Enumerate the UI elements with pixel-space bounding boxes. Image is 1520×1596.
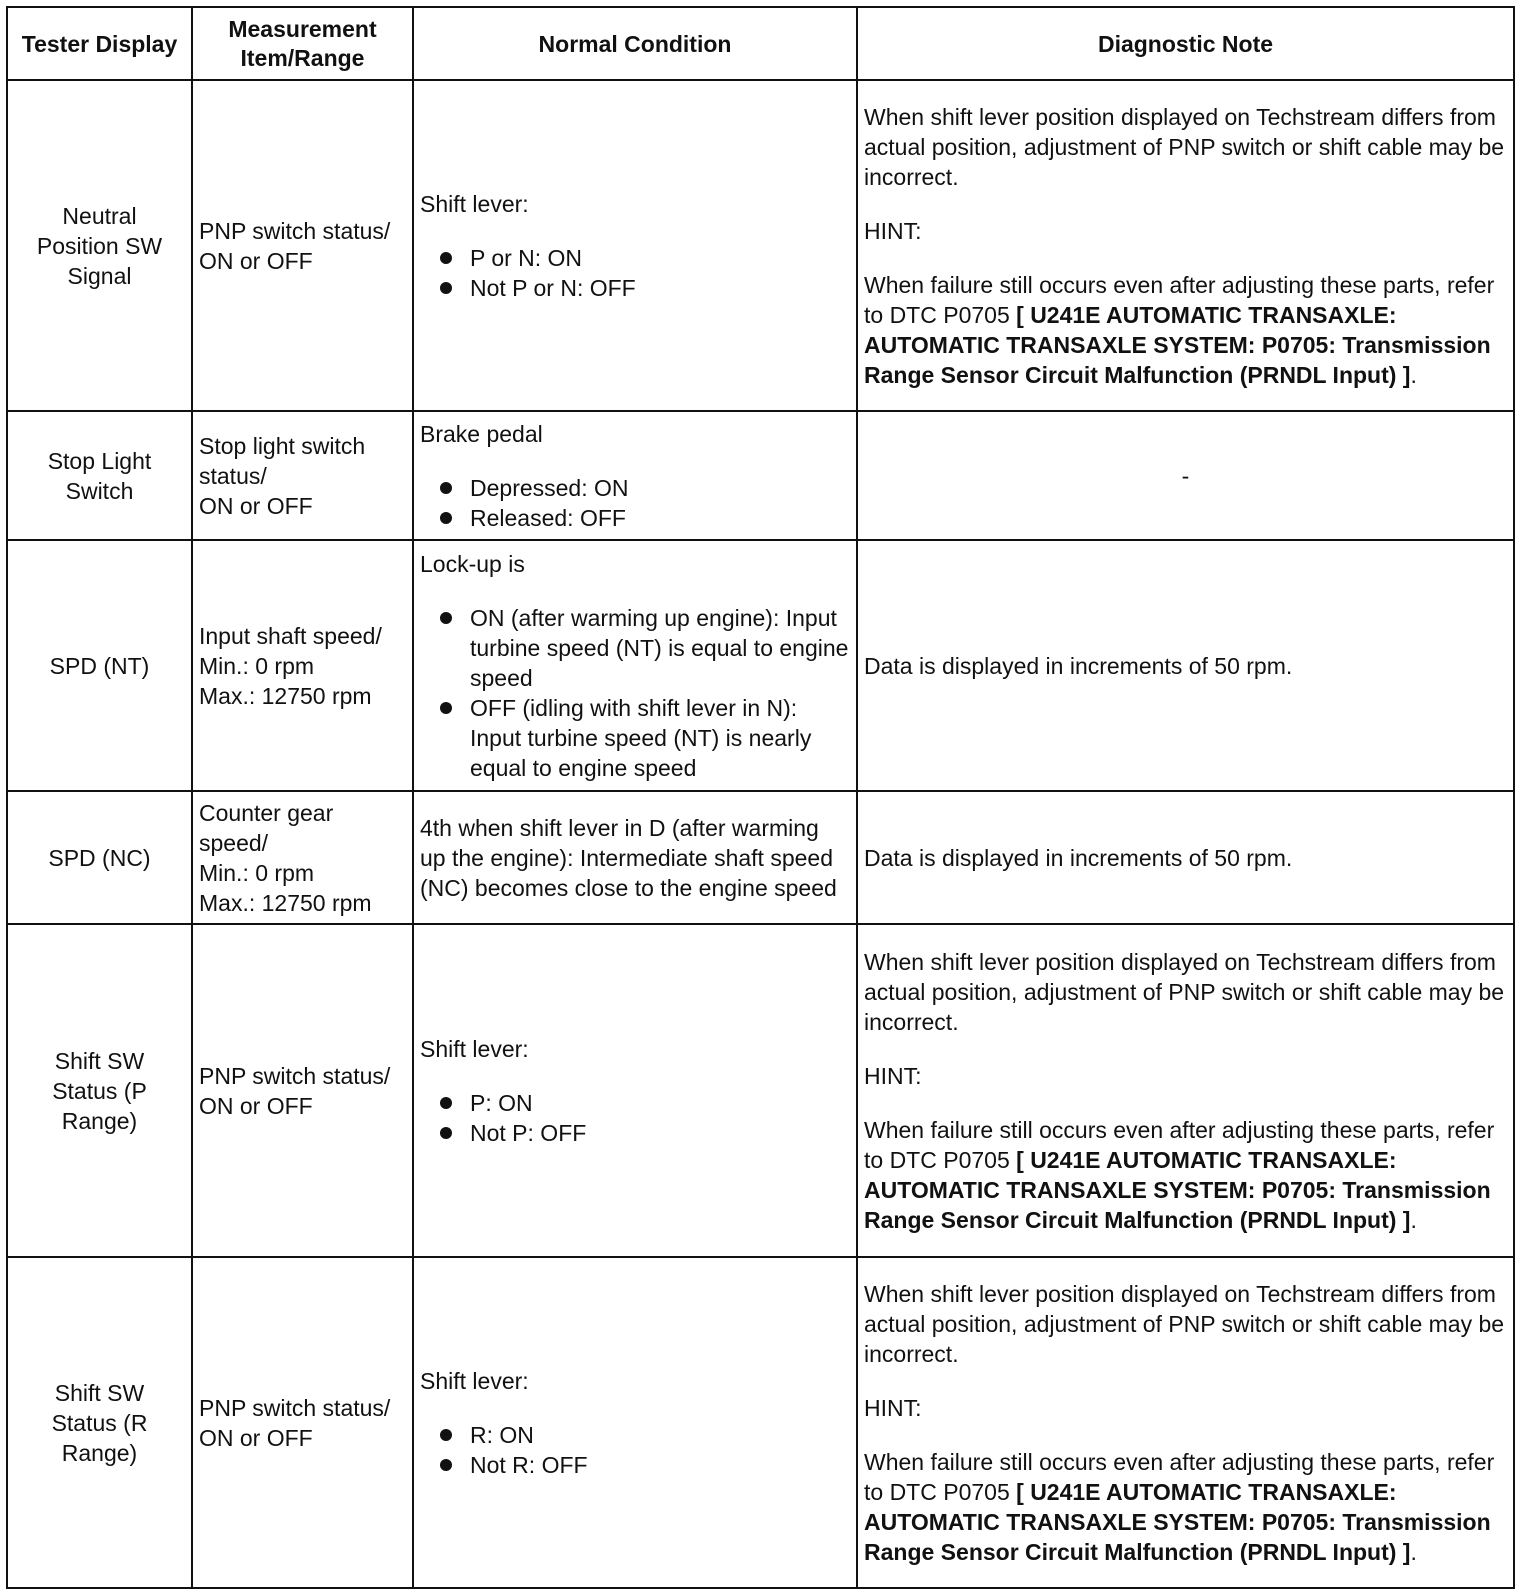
tester-display-cell: Stop Light Switch: [7, 411, 192, 540]
condition-list: [420, 1088, 850, 1148]
table-row: [7, 540, 1514, 791]
header-tester-display: Tester Display: [7, 7, 192, 80]
condition-item: Not P: OFF: [470, 1118, 850, 1148]
condition-item: P or N: ON: [470, 243, 850, 273]
diagnostic-note-cell: [857, 80, 1514, 411]
normal-lead: Shift lever:: [420, 191, 529, 217]
normal-lead: Lock-up is: [420, 551, 525, 577]
dtc-reference-link[interactable]: [ U241E AUTOMATIC TRANSAXLE: AUTOMATIC TRANSAXLE SYSTEM: P0705: Transmission Range Sensor Circuit Malfunction (PRNDL Input) ]: [864, 1479, 1491, 1565]
tester-display-cell: Shift SW Status (R Range): [7, 1257, 192, 1588]
measurement-cell: PNP switch status/ ON or OFF: [192, 1257, 413, 1588]
table-row: [7, 1257, 1514, 1588]
normal-condition-cell: [413, 924, 857, 1257]
condition-list: [420, 1420, 850, 1480]
normal-condition-cell: [413, 1257, 857, 1588]
diagnostic-note-cell: Data is displayed in increments of 50 rpm.: [857, 791, 1514, 924]
note-paragraph: When shift lever position displayed on Techstream differs from actual position, adjustment of PNP switch or shift cable may be incorrect.: [864, 104, 1505, 190]
note-paragraph: When failure still occurs even after adjusting these parts, refer to DTC P0705 [ U241E AUTOMATIC TRANSAXLE: AUTOMATIC TRANSAXLE SYSTEM: P0705: Transmission Range Sensor Circuit Malfunction (PRNDL Input) ].: [864, 1449, 1495, 1565]
note-paragraph: When shift lever position displayed on Techstream differs from actual position, adjustment of PNP switch or shift cable may be incorrect.: [864, 949, 1505, 1035]
normal-condition-cell: [413, 80, 857, 411]
measurement-cell: PNP switch status/ ON or OFF: [192, 80, 413, 411]
header-normal-condition: Normal Condition: [413, 7, 857, 80]
dtc-reference-link[interactable]: [ U241E AUTOMATIC TRANSAXLE: AUTOMATIC TRANSAXLE SYSTEM: P0705: Transmission Range Sensor Circuit Malfunction (PRNDL Input) ]: [864, 302, 1491, 388]
measurement-cell: Counter gear speed/ Min.: 0 rpm Max.: 12750 rpm: [192, 791, 413, 924]
note-paragraph: When failure still occurs even after adjusting these parts, refer to DTC P0705 [ U241E AUTOMATIC TRANSAXLE: AUTOMATIC TRANSAXLE SYSTEM: P0705: Transmission Range Sensor Circuit Malfunction (PRNDL Input) ].: [864, 272, 1495, 388]
table-row: [7, 411, 1514, 540]
condition-list: [420, 243, 850, 303]
condition-item: Not R: OFF: [470, 1450, 850, 1480]
diagnostic-note-cell: [857, 1257, 1514, 1588]
diagnostic-note-cell: [857, 924, 1514, 1257]
note-paragraph: When failure still occurs even after adjusting these parts, refer to DTC P0705 [ U241E AUTOMATIC TRANSAXLE: AUTOMATIC TRANSAXLE SYSTEM: P0705: Transmission Range Sensor Circuit Malfunction (PRNDL Input) ].: [864, 1117, 1495, 1233]
diagnostic-data-table: [6, 6, 1515, 1589]
normal-lead: Shift lever:: [420, 1036, 529, 1062]
measurement-cell: PNP switch status/ ON or OFF: [192, 924, 413, 1257]
diagnostic-note-cell: Data is displayed in increments of 50 rpm.: [857, 540, 1514, 791]
page: [6, 6, 1514, 1590]
table-row: [7, 791, 1514, 924]
table-row: [7, 80, 1514, 411]
condition-item: OFF (idling with shift lever in N): Input turbine speed (NT) is nearly equal to engine speed: [470, 693, 850, 783]
diagnostic-note-cell: -: [857, 411, 1514, 540]
condition-item: P: ON: [470, 1088, 850, 1118]
normal-condition-cell: 4th when shift lever in D (after warming up the engine): Intermediate shaft speed (NC) becomes close to the engine speed: [413, 791, 857, 924]
tester-display-cell: SPD (NC): [7, 791, 192, 924]
tester-display-cell: Shift SW Status (P Range): [7, 924, 192, 1257]
table-header-row: [7, 7, 1514, 80]
note-paragraph: When shift lever position displayed on Techstream differs from actual position, adjustment of PNP switch or shift cable may be incorrect.: [864, 1281, 1505, 1367]
normal-condition-cell: [413, 411, 857, 540]
header-diagnostic-note: Diagnostic Note: [857, 7, 1514, 80]
condition-list: [420, 473, 850, 533]
condition-item: Not P or N: OFF: [470, 273, 850, 303]
condition-list: [420, 603, 850, 783]
note-hint: HINT:: [864, 218, 922, 244]
dtc-reference-link[interactable]: [ U241E AUTOMATIC TRANSAXLE: AUTOMATIC TRANSAXLE SYSTEM: P0705: Transmission Range Sensor Circuit Malfunction (PRNDL Input) ]: [864, 1147, 1491, 1233]
condition-item: ON (after warming up engine): Input turbine speed (NT) is equal to engine speed: [470, 605, 849, 691]
tester-display-cell: SPD (NT): [7, 540, 192, 791]
measurement-cell: Stop light switch status/ ON or OFF: [192, 411, 413, 540]
normal-condition-cell: [413, 540, 857, 791]
tester-display-cell: Neutral Position SW Signal: [7, 80, 192, 411]
condition-item: R: ON: [470, 1420, 850, 1450]
note-hint: HINT:: [864, 1063, 922, 1089]
condition-item: Depressed: ON: [470, 473, 850, 503]
normal-lead: Shift lever:: [420, 1368, 529, 1394]
condition-item: Released: OFF: [470, 503, 850, 533]
table-row: [7, 924, 1514, 1257]
header-measurement-item: Measurement Item/Range: [192, 7, 413, 80]
note-hint: HINT:: [864, 1395, 922, 1421]
normal-lead: Brake pedal: [420, 421, 543, 447]
measurement-cell: Input shaft speed/ Min.: 0 rpm Max.: 12750 rpm: [192, 540, 413, 791]
